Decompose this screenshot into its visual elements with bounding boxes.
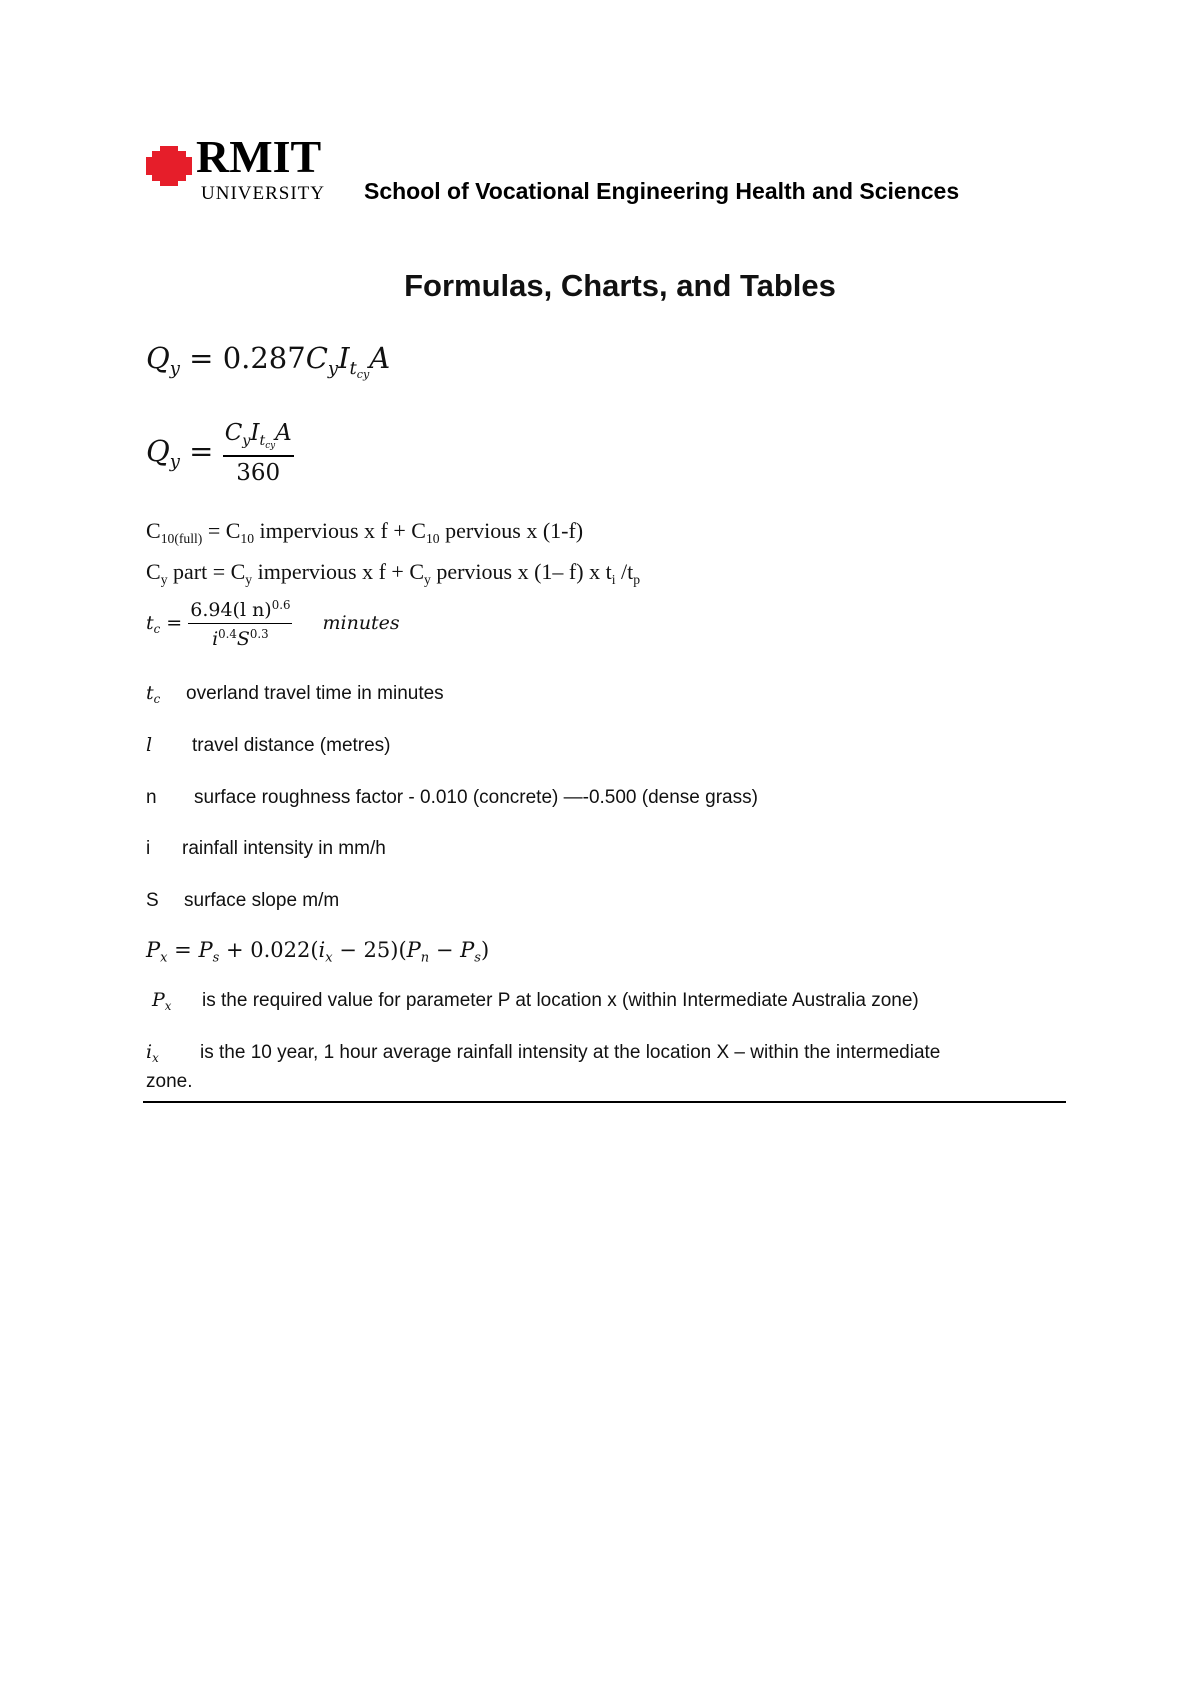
definition-px: $P_x$ is the required value for parameter P at location x (within Intermediate Australia zone) [152,989,919,1014]
definition-i: i rainfall intensity in mm/h [146,838,386,859]
formula-px: $P_x = P_s + 0.022(i_x - 25)(P_n - P_s)$ [146,938,490,966]
formula-cy-part: $C_y$ part = $C_y$ impervious x $f + C_y$ pervious x (1– f) x $t_i$ $/t_p$ [146,559,641,587]
definition-l: l travel distance (metres) [146,734,391,756]
school-name: School of Vocational Engineering Health and Sciences [364,178,960,204]
definition-ix-continued: zone. [146,1071,193,1092]
rmit-logo-pixel-mark [146,146,192,186]
definition-tc: $t_c$ overland travel time in minutes [146,682,444,707]
logo-subtitle: UNIVERSITY [201,183,325,204]
formula-c10-full: $C_{10(full)} = C_{10}$ impervious x $f + C_{10}$ pervious x (1-f) [146,518,584,546]
formula-qy-rational: $Q_y = 0.287C_yI_{t_{cy}}A$ [146,341,391,382]
definition-n: n surface roughness factor - 0.010 (concrete) —-0.500 (dense grass) [146,787,758,808]
definition-s: S surface slope m/m [146,890,340,911]
formula-qy-fraction: $Q_y$ = $\frac{C_yI_{t_{cy}}A}{360}$ [146,420,292,487]
page-title: Formulas, Charts, and Tables [404,268,836,303]
horizontal-rule [143,1101,1066,1103]
formula-tc: $t_c$ = $\frac{6.94(l n)^{0.6}}{i^{0.4}S^{0.3}}$ minutes [146,598,400,651]
definition-ix: $i_x$ is the 10 year, 1 hour average rainfall intensity at the location X – within the intermediate [146,1041,941,1066]
logo-wordmark: RMIT [196,131,322,182]
